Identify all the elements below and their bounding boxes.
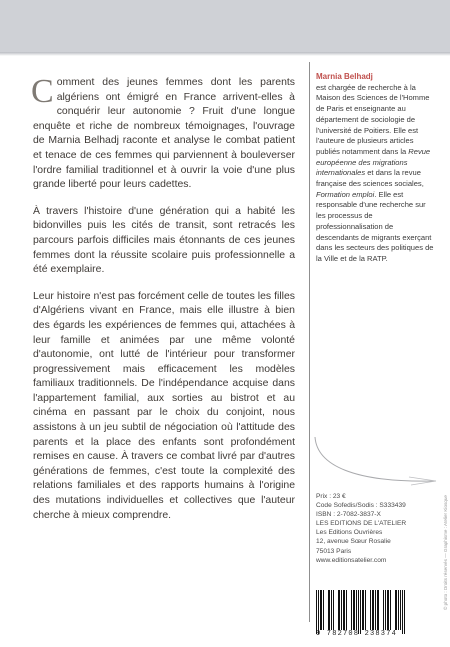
author-bio-text-2: et dans la revue française des sciences sociales, [316,168,424,189]
band-shadow [0,52,450,56]
decorative-curve [313,435,438,491]
isbn: ISBN : 2-7082-3837-X [316,511,381,519]
author-journal-1: Revue européenne des migrations internationales [316,146,431,178]
publisher-city: 75013 Paris [316,547,352,555]
back-cover-text [31,73,295,535]
drop-cap: C [31,73,54,110]
photo-credit [443,490,449,610]
paragraph-3: Leur histoire n'est pas forcément celle de toutes les filles d'Algériens vivant en France, mais elle illustre à bien des égards les expériences de femmes qui, attachées à leur famille et animées par une même volonté d'autonomie, ont lutté de l'intérieur pour transformer progressivement mais efficacement les modèles familiaux traditionnels. De l'indépendance acquise dans l'appartement familial, aux sorties au bistrot et au cinéma en passant par le choix du conjoint, nous assistons à un jeu subtil de négociation où l'attitude des parents et la place des enfants sont profondément remises en cause. À travers ce combat livré par d'autres générations de femmes, c'est toute la complexité des relations familiales et des rapports humains à l'origine des mutations individuelles et collectives que l'auteur cherche à mieux comprendre. [33,290,295,521]
publisher-name: LES EDITIONS DE L'ATELIER [316,520,407,528]
publisher-info [316,492,441,565]
paragraph-2: À travers l'histoire d'une génération qui a habité les bidonvilles puis les cités de transit, sont retracés les parcours parfois difficiles mais étonnants de ces jeunes femmes dont la réussite scolaire puis professionnelle a été exemplaire. [33,205,295,276]
author-bio-text-3: . Elle est responsable d'une recherche sur les processus de professionnalisation de descendants de migrants exerçant dans les secteurs des politiques de la Ville et de la RATP. [316,189,434,263]
author-name: Marnia Belhadj [316,72,373,81]
column-divider [309,62,310,622]
paragraph-1 [31,73,295,193]
photo-credit-text: © photo : Droits réservés — Graphisme : Atelier Kiosque [443,495,448,610]
distribution-code: Code Sofedis/Sodis : S333439 [316,502,406,510]
paragraph-1-text: omment des jeunes femmes dont les parents algériens ont émigré en France arrivent-elles à conquérir leur autonomie ? Fruit d'une longue enquête et riche de nombreux témoignages, l'ouvrage de Marnia Belhadj raconte et analyse le combat patient et tenace de ces femmes qui parviennent à bouleverser l'ordre familial traditionnel et à ouvrir la voie d'une plus grande liberté pour leurs cadettes. [33,77,295,191]
isbn-barcode [316,590,434,638]
author-bio [316,72,434,265]
barcode-number: 9 782708 238374 [316,630,398,638]
publisher-website: www.editionsatelier.com [316,556,387,564]
author-journal-2: Formation emploi [316,189,375,199]
publisher-address: 12, avenue Sœur Rosalie [316,538,391,546]
top-cover-band [0,0,450,52]
price: Prix : 23 € [316,493,346,500]
publisher-imprint: Les Editions Ouvrières [316,529,383,537]
barcode-bars [316,590,434,630]
author-bio-text-1: est chargée de recherche à la Maison des Sciences de l'Homme de Paris et enseignante au département de sociologie de l'université de Poitiers. Elle est l'auteure de plusieurs articles publiés notamment dans la [316,82,430,156]
